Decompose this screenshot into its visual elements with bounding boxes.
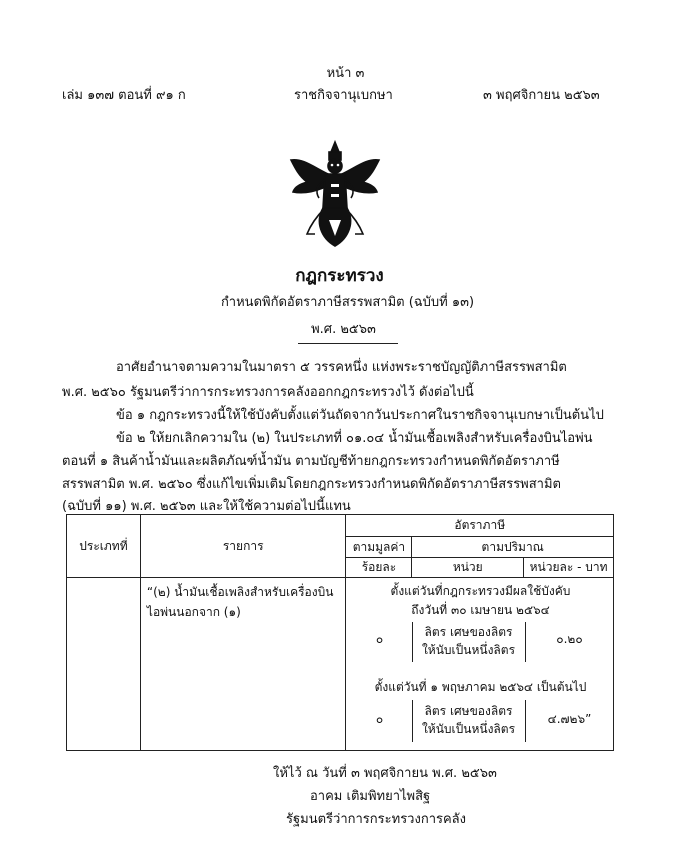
document-year: พ.ศ. ๒๕๖๓ [311,322,376,337]
garuda-emblem [285,138,385,250]
header-by-value: ตามมูลค่า [346,537,412,558]
gazette-name: ราชกิจจานุเบกษา [294,88,393,103]
item-cell [140,578,346,751]
rate-1-baht: ๐.๒๐ [556,632,583,646]
rate-1-unit-line-2: ให้นับเป็นหนึ่งลิตร [421,643,516,657]
period-1-line-1: ตั้งแต่วันที่กฎกระทรวงมีผลใช้บังคับ [390,584,571,598]
rate-1-percent: ๐ [375,632,384,646]
period-1-line-2: ถึงวันที่ ๓๐ เมษายน ๒๕๖๔ [411,603,550,617]
clause-2-line-3: สรรพสามิต พ.ศ. ๒๕๖๐ ซึ่งแก้ไขเพิ่มเติมโดยกฎกระทรวงกำหนดพิกัดอัตราภาษีสรรพสามิต [62,477,561,492]
document-subtitle: กำหนดพิกัดอัตราภาษีสรรพสามิต (ฉบับที่ ๑๓) [220,295,475,310]
rate-2-unit-line-1: ลิตร เศษของลิตร [424,704,513,718]
clause-1: ข้อ ๑ กฎกระทรวงนี้ให้ใช้บังคับตั้งแต่วันถัดจากวันประกาศในราชกิจจานุเบกษาเป็นต้นไป [116,408,604,423]
rate-2-baht: ๔.๗๒๖” [547,712,592,726]
item-line-1: “(๒) น้ำมันเชื้อเพลิงสำหรับเครื่องบิน [146,585,334,599]
preamble-line-2: พ.ศ. ๒๕๖๐ รัฐมนตรีว่าการกระทรวงการคลังออกกฎกระทรวงไว้ ดังต่อไปนี้ [62,385,474,400]
category-cell [67,578,141,751]
header-by-quantity: ตามปริมาณ [412,537,614,558]
given-date: ให้ไว้ ณ วันที่ ๓ พฤศจิกายน พ.ศ. ๒๕๖๓ [273,766,497,781]
signatory-position: รัฐมนตรีว่าการกระทรวงการคลัง [286,812,466,827]
tax-rate-table [66,514,614,751]
volume-info: เล่ม ๑๓๗ ตอนที่ ๙๑ ก [62,88,186,103]
header-percent: ร้อยละ [346,558,412,578]
header-tax-rate: อัตราภาษี [346,515,614,537]
period-2: ตั้งแต่วันที่ ๑ พฤษภาคม ๒๕๖๔ เป็นต้นไป [374,680,587,694]
header-baht-per-unit: หน่วยละ - บาท [524,558,614,578]
item-line-2: ไอพ่นนอกจาก (๑) [146,605,241,619]
clause-2-line-4: (ฉบับที่ ๑๑) พ.ศ. ๒๕๖๓ และให้ใช้ความต่อไปนี้แทน [62,499,351,514]
header-unit: หน่วย [412,558,524,578]
rate-block [346,578,614,751]
document-title: กฎกระทรวง [295,266,384,286]
header-item: รายการ [140,515,346,578]
rate-2-unit-line-2: ให้นับเป็นหนึ่งลิตร [421,722,516,736]
title-divider [298,343,398,344]
header-category: ประเภทที่ [67,515,141,578]
rate-1-unit-line-1: ลิตร เศษของลิตร [424,625,513,639]
preamble-line-1: อาศัยอำนาจตามความในมาตรา ๕ วรรคหนึ่ง แห่งพระราชบัญญัติภาษีสรรพสามิต [116,360,567,375]
signatory-name: อาคม เติมพิทยาไพสิฐ [310,789,431,804]
clause-2-line-1: ข้อ ๒ ให้ยกเลิกความใน (๒) ในประเภทที่ ๐๑.๐๔ น้ำมันเชื้อเพลิงสำหรับเครื่องบินไอพ่น [116,431,593,446]
page-number: หน้า ๓ [326,66,365,81]
clause-2-line-2: ตอนที่ ๑ สินค้าน้ำมันและผลิตภัณฑ์น้ำมัน ตามบัญชีท้ายกฎกระทรวงกำหนดพิกัดอัตราภาษี [62,454,560,469]
publication-date: ๓ พฤศจิกายน ๒๕๖๓ [483,88,600,103]
rate-2-percent: ๐ [375,712,384,726]
